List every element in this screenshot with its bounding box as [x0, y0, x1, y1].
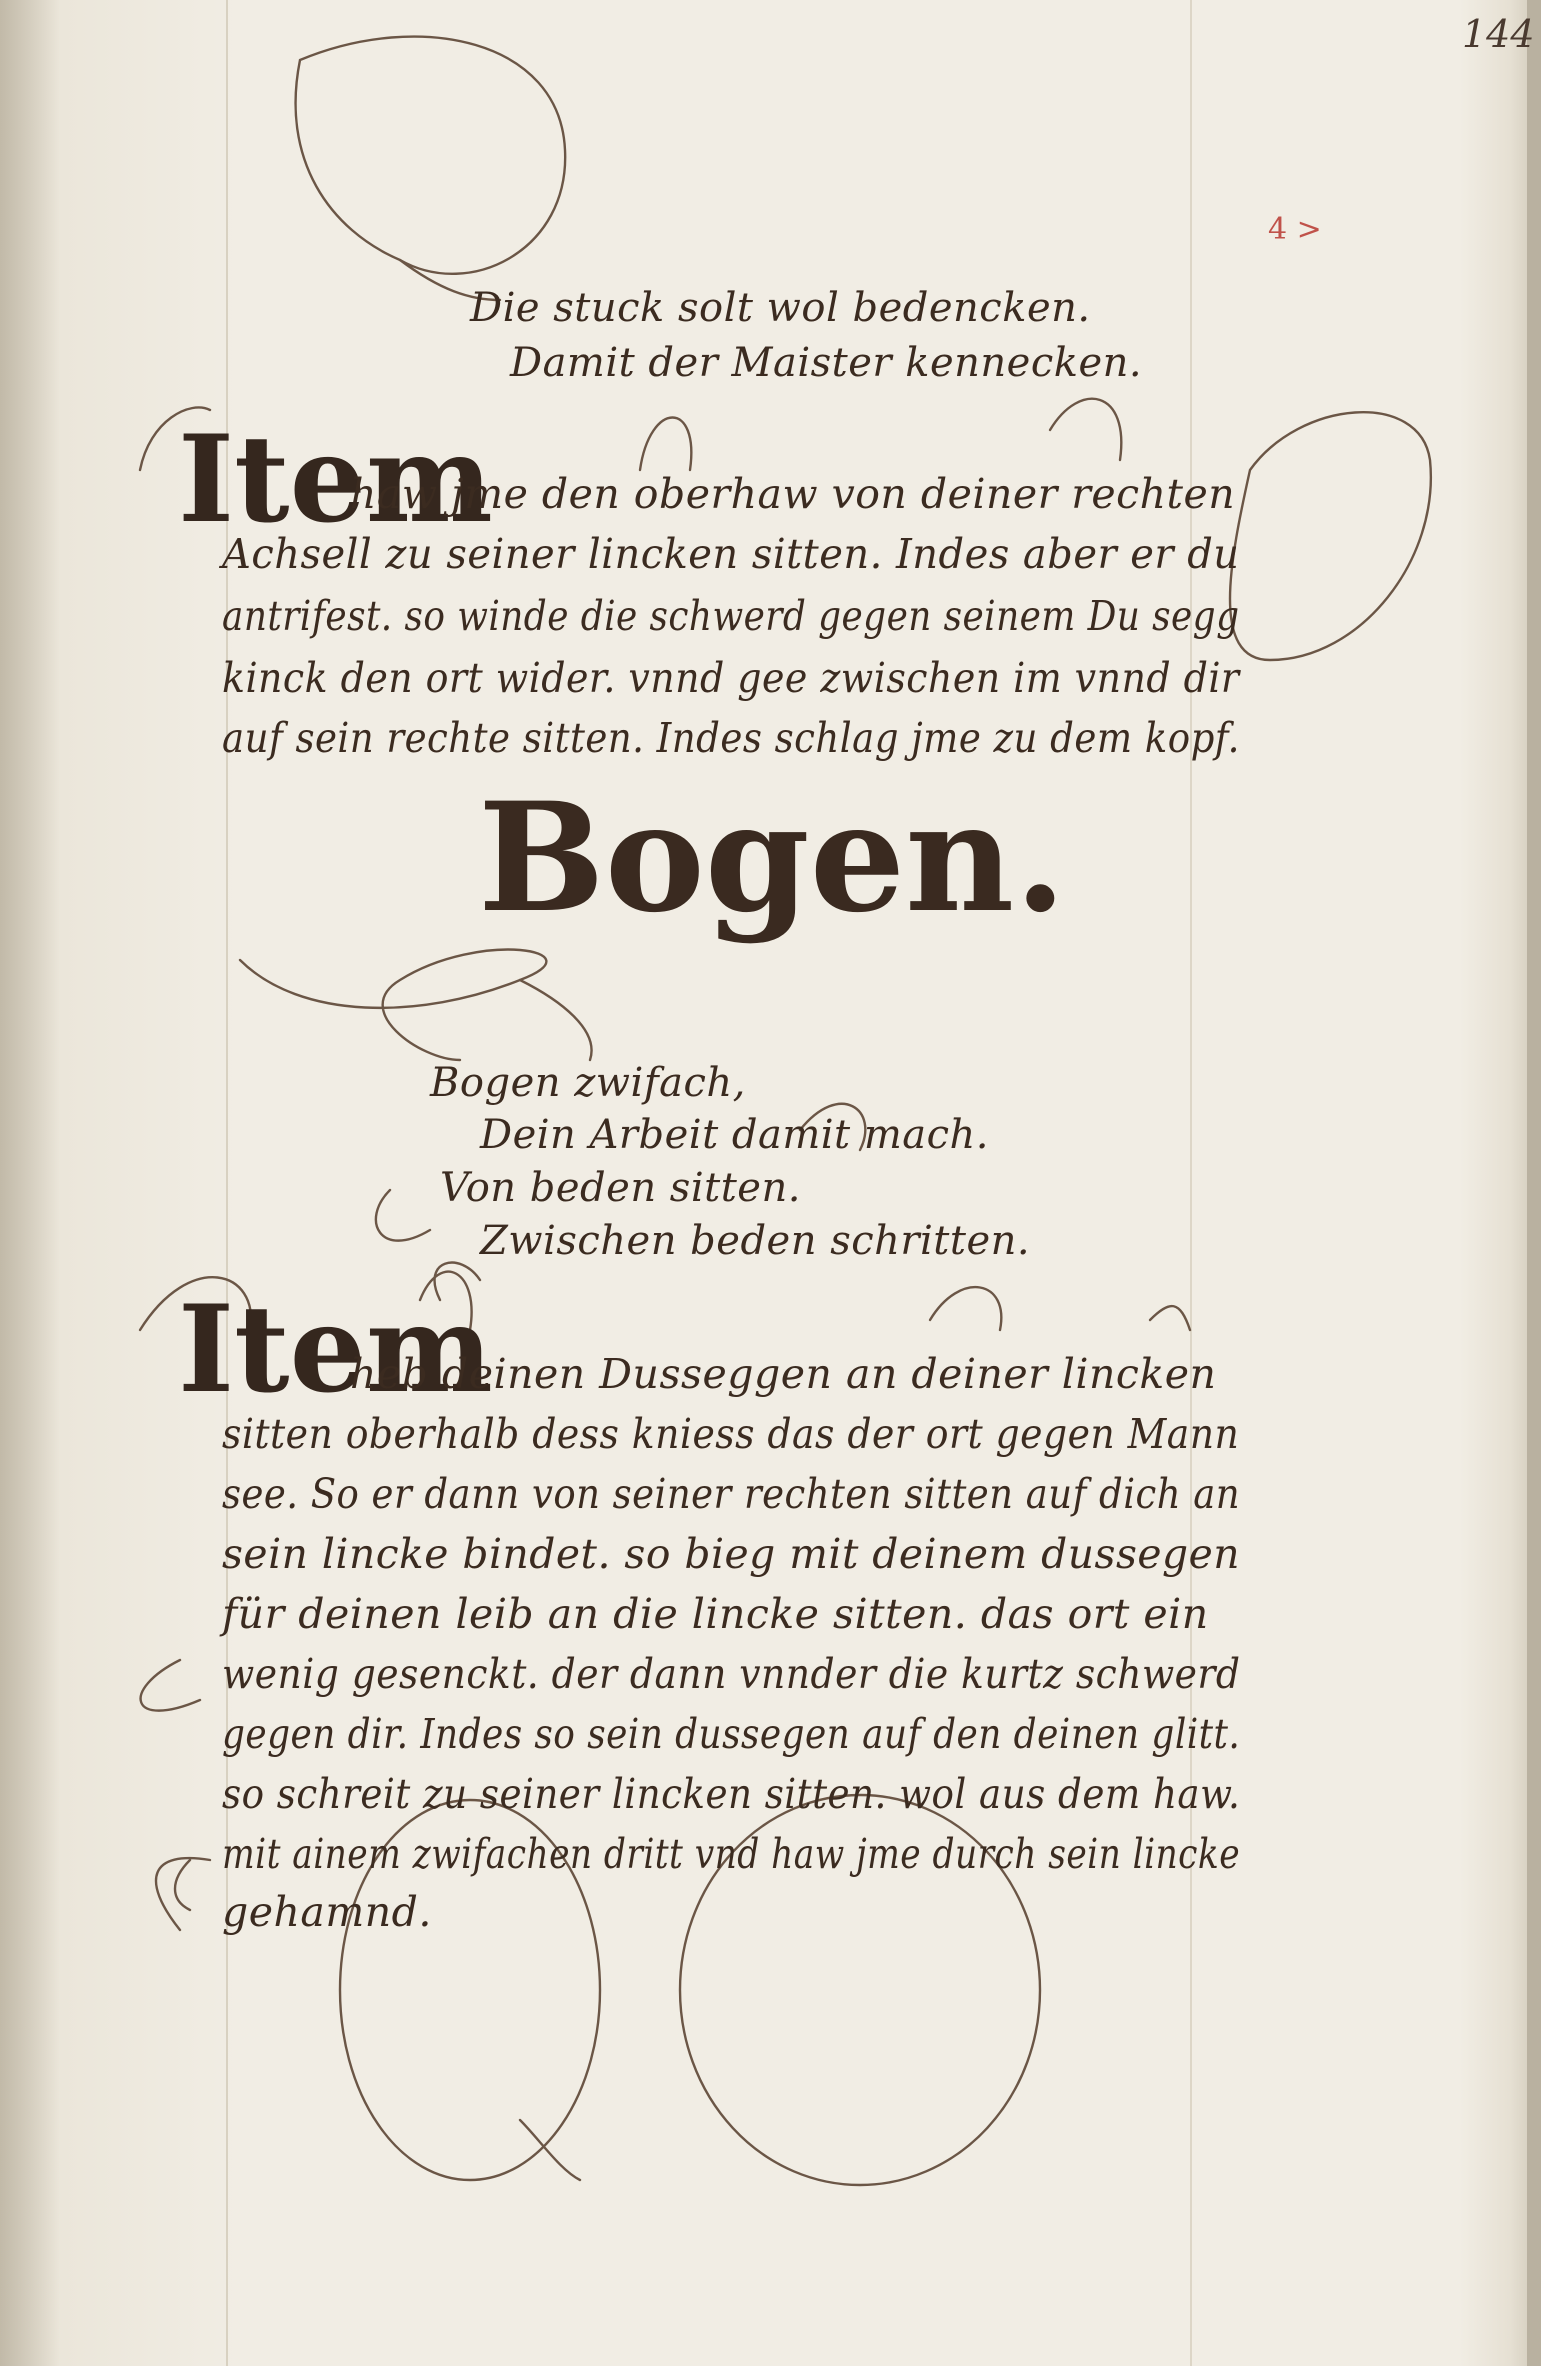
- section-heading: Bogen.: [478, 770, 1067, 946]
- section-2-line: heb deinen Dusseggen an deiner lincken: [350, 1350, 1217, 1398]
- section-2-line: gehamnd.: [222, 1888, 432, 1936]
- verse-2-line: Dein Arbeit damit mach.: [480, 1112, 989, 1158]
- section-1-line: kinck den ort wider. vnnd gee zwischen im vnnd dir: [222, 654, 1240, 702]
- verse-2-line: Von beden sitten.: [440, 1165, 801, 1211]
- section-1-initial: Item: [178, 409, 493, 550]
- section-1-line: Achsell zu seiner lincken sitten. Indes aber er du: [222, 530, 1240, 578]
- section-1-line: auf sein rechte sitten. Indes schlag jme zu dem kopf.: [222, 714, 1240, 762]
- margin-mark: 4 >: [1268, 212, 1322, 247]
- section-2-line: wenig gesenckt. der dann vnnder die kurtz schwerd: [222, 1650, 1241, 1698]
- heading-flourish: [240, 950, 546, 1060]
- verse-1-line: Die stuck solt wol bedencken.: [470, 285, 1091, 331]
- section-2-line: see. So er dann von seiner rechten sitten auf dich an: [222, 1470, 1241, 1518]
- section-1-line: antrifest. so winde die schwerd gegen seinem Du segg: [222, 592, 1240, 640]
- section-2-line: sitten oberhalb dess kniess das der ort gegen Mann: [222, 1410, 1240, 1458]
- section-2-line: gegen dir. Indes so sein dussegen auf den deinen glitt.: [222, 1710, 1241, 1758]
- section-2-line: mit ainem zwifachen dritt vnd haw jme durch sein lincke: [222, 1830, 1241, 1878]
- top-loop: [296, 37, 566, 274]
- verse-2-line: Bogen zwifach,: [430, 1060, 746, 1106]
- verse-1-line: Damit der Maister kennecken.: [510, 340, 1143, 386]
- folio-number: 144: [1462, 12, 1535, 56]
- section-2-line: für deinen leib an die lincke sitten. das ort ein: [222, 1590, 1209, 1638]
- section-2-line: so schreit zu seiner lincken sitten. wol aus dem haw.: [222, 1770, 1241, 1818]
- section-1-line: haw jme den oberhaw von deiner rechten: [350, 470, 1236, 518]
- section-2-initial: Item: [178, 1279, 493, 1420]
- right-loop: [1230, 412, 1431, 660]
- section-2-line: sein lincke bindet. so bieg mit deinem dussegen: [222, 1530, 1241, 1578]
- verse-2-line: Zwischen beden schritten.: [480, 1218, 1031, 1264]
